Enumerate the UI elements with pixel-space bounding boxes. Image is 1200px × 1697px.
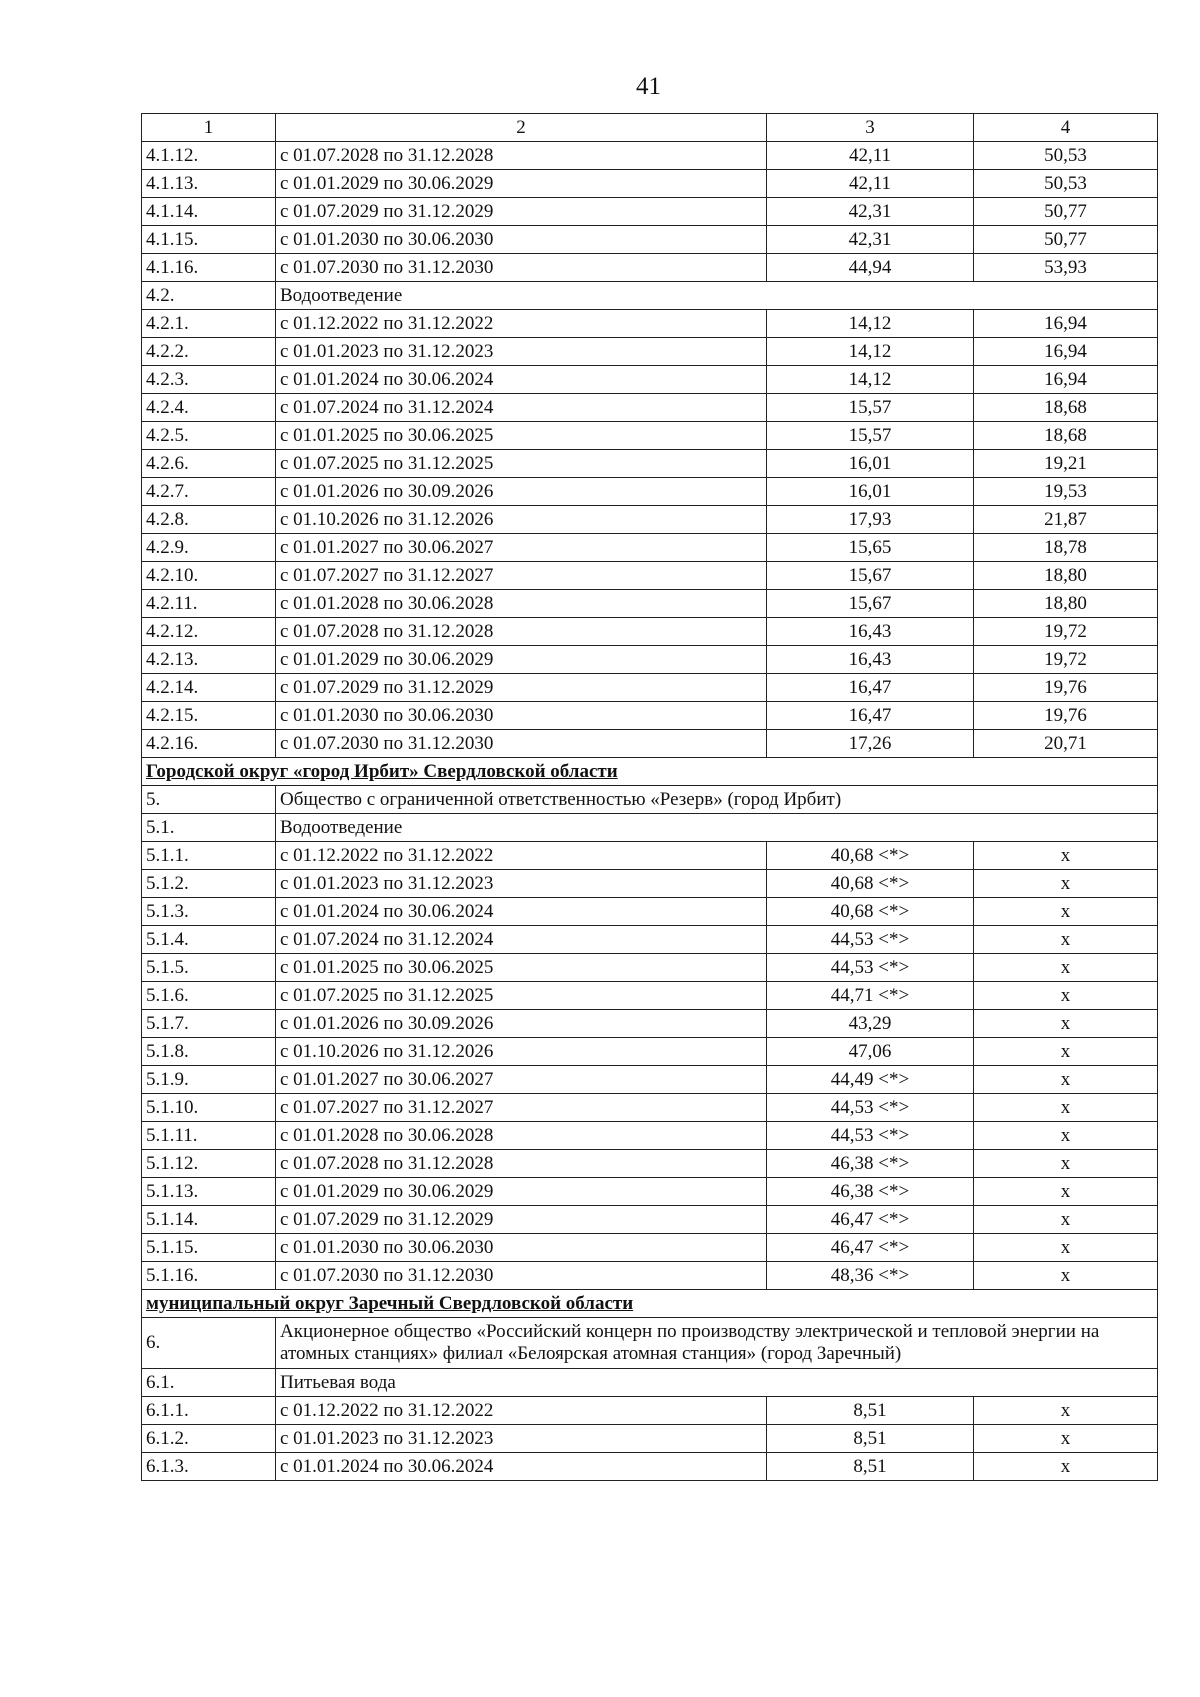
row-number: 4.2.14.: [142, 674, 276, 702]
section-row: [142, 814, 1158, 842]
table-row: [142, 1206, 1158, 1234]
table-row: [142, 898, 1158, 926]
table-row: [142, 982, 1158, 1010]
row-period: с 01.07.2030 по 31.12.2030: [276, 1262, 767, 1290]
row-value-col4: 50,77: [974, 226, 1158, 254]
row-value-col3: 46,38 <*>: [767, 1178, 974, 1206]
row-value-col4: 16,94: [974, 310, 1158, 338]
section-title: Акционерное общество «Российский концерн по производству электрической и тепловой энергии на атомных станциях» филиал «Белоярская атомная станция» (город Заречный): [276, 1318, 1158, 1369]
row-value-col4: 50,53: [974, 142, 1158, 170]
row-number: 5.1.16.: [142, 1262, 276, 1290]
row-period: с 01.01.2026 по 30.09.2026: [276, 1010, 767, 1038]
section-title: Общество с ограниченной ответственностью «Резерв» (город Ирбит): [276, 786, 1158, 814]
row-number: 5.1.12.: [142, 1150, 276, 1178]
section-number: 5.: [142, 786, 276, 814]
row-value-col4: x: [974, 1425, 1158, 1453]
table-row: [142, 870, 1158, 898]
table-row: [142, 1038, 1158, 1066]
row-value-col4: 18,80: [974, 562, 1158, 590]
table-row: [142, 590, 1158, 618]
row-value-col4: x: [974, 982, 1158, 1010]
table-row: [142, 618, 1158, 646]
row-value-col3: 15,65: [767, 534, 974, 562]
table-row: [142, 954, 1158, 982]
row-period: с 01.10.2026 по 31.12.2026: [276, 506, 767, 534]
column-header-2: 2: [276, 114, 767, 142]
row-period: с 01.01.2024 по 30.06.2024: [276, 898, 767, 926]
row-number: 4.1.16.: [142, 254, 276, 282]
row-period: с 01.01.2030 по 30.06.2030: [276, 226, 767, 254]
table-row: [142, 730, 1158, 758]
row-value-col3: 16,47: [767, 674, 974, 702]
table-header-row: [142, 114, 1158, 142]
table-row: [142, 1453, 1158, 1481]
row-number: 4.2.4.: [142, 394, 276, 422]
row-period: с 01.01.2023 по 31.12.2023: [276, 1425, 767, 1453]
table-row: [142, 842, 1158, 870]
row-number: 5.1.4.: [142, 926, 276, 954]
row-number: 4.1.14.: [142, 198, 276, 226]
table-row: [142, 1425, 1158, 1453]
row-value-col3: 44,71 <*>: [767, 982, 974, 1010]
row-period: с 01.12.2022 по 31.12.2022: [276, 842, 767, 870]
row-period: с 01.07.2030 по 31.12.2030: [276, 730, 767, 758]
row-value-col4: x: [974, 1206, 1158, 1234]
row-value-col4: x: [974, 954, 1158, 982]
row-value-col3: 44,53 <*>: [767, 954, 974, 982]
row-value-col3: 40,68 <*>: [767, 898, 974, 926]
row-number: 4.2.6.: [142, 450, 276, 478]
table-row: [142, 226, 1158, 254]
table-row: [142, 674, 1158, 702]
row-number: 4.2.3.: [142, 366, 276, 394]
row-value-col3: 15,57: [767, 394, 974, 422]
row-value-col3: 8,51: [767, 1397, 974, 1425]
row-value-col4: 19,72: [974, 618, 1158, 646]
row-period: с 01.01.2024 по 30.06.2024: [276, 366, 767, 394]
region-title: муниципальный округ Заречный Свердловской области: [142, 1290, 1158, 1318]
row-value-col3: 44,94: [767, 254, 974, 282]
row-value-col4: x: [974, 1397, 1158, 1425]
table-row: [142, 1066, 1158, 1094]
row-value-col3: 17,26: [767, 730, 974, 758]
table-row: [142, 702, 1158, 730]
table-row: [142, 1122, 1158, 1150]
row-value-col4: x: [974, 926, 1158, 954]
table-row: [142, 198, 1158, 226]
row-number: 4.2.10.: [142, 562, 276, 590]
row-number: 4.2.16.: [142, 730, 276, 758]
row-number: 5.1.7.: [142, 1010, 276, 1038]
table-row: [142, 1262, 1158, 1290]
row-period: с 01.12.2022 по 31.12.2022: [276, 310, 767, 338]
row-value-col4: x: [974, 1010, 1158, 1038]
table-row: [142, 450, 1158, 478]
row-number: 5.1.14.: [142, 1206, 276, 1234]
row-value-col4: x: [974, 1262, 1158, 1290]
row-period: с 01.01.2029 по 30.06.2029: [276, 646, 767, 674]
row-value-col4: 53,93: [974, 254, 1158, 282]
row-number: 4.2.9.: [142, 534, 276, 562]
row-period: с 01.01.2030 по 30.06.2030: [276, 702, 767, 730]
section-number: 6.: [142, 1318, 276, 1369]
row-period: с 01.07.2029 по 31.12.2029: [276, 674, 767, 702]
row-value-col4: 16,94: [974, 338, 1158, 366]
row-number: 4.1.12.: [142, 142, 276, 170]
row-value-col3: 44,49 <*>: [767, 1066, 974, 1094]
row-period: с 01.07.2024 по 31.12.2024: [276, 926, 767, 954]
row-period: с 01.12.2022 по 31.12.2022: [276, 1397, 767, 1425]
row-number: 6.1.1.: [142, 1397, 276, 1425]
row-value-col3: 44,53 <*>: [767, 926, 974, 954]
row-period: с 01.07.2028 по 31.12.2028: [276, 142, 767, 170]
table-row: [142, 422, 1158, 450]
row-number: 5.1.2.: [142, 870, 276, 898]
row-period: с 01.07.2027 по 31.12.2027: [276, 1094, 767, 1122]
row-value-col4: 19,76: [974, 702, 1158, 730]
table-row: [142, 338, 1158, 366]
table-row: [142, 562, 1158, 590]
row-value-col3: 15,67: [767, 590, 974, 618]
row-value-col4: x: [974, 870, 1158, 898]
row-period: с 01.01.2030 по 30.06.2030: [276, 1234, 767, 1262]
row-value-col4: 18,68: [974, 394, 1158, 422]
row-value-col4: x: [974, 1234, 1158, 1262]
row-number: 4.1.13.: [142, 170, 276, 198]
section-number: 6.1.: [142, 1369, 276, 1397]
row-value-col3: 47,06: [767, 1038, 974, 1066]
table-row: [142, 142, 1158, 170]
row-value-col3: 46,38 <*>: [767, 1150, 974, 1178]
row-period: с 01.10.2026 по 31.12.2026: [276, 1038, 767, 1066]
table-row: [142, 1094, 1158, 1122]
table-row: [142, 1010, 1158, 1038]
row-value-col3: 42,31: [767, 198, 974, 226]
row-value-col4: 18,80: [974, 590, 1158, 618]
row-number: 4.1.15.: [142, 226, 276, 254]
row-value-col3: 42,11: [767, 142, 974, 170]
row-value-col3: 16,01: [767, 450, 974, 478]
row-number: 4.2.1.: [142, 310, 276, 338]
row-period: с 01.07.2025 по 31.12.2025: [276, 450, 767, 478]
row-period: с 01.07.2028 по 31.12.2028: [276, 1150, 767, 1178]
row-value-col4: 19,21: [974, 450, 1158, 478]
row-period: с 01.01.2028 по 30.06.2028: [276, 1122, 767, 1150]
row-number: 4.2.12.: [142, 618, 276, 646]
row-value-col4: 50,77: [974, 198, 1158, 226]
table-row: [142, 310, 1158, 338]
section-row: [142, 1318, 1158, 1369]
column-header-3: 3: [767, 114, 974, 142]
row-value-col3: 40,68 <*>: [767, 842, 974, 870]
row-value-col4: x: [974, 1094, 1158, 1122]
section-title: Водоотведение: [276, 282, 1158, 310]
row-value-col4: 50,53: [974, 170, 1158, 198]
row-period: с 01.01.2029 по 30.06.2029: [276, 170, 767, 198]
row-value-col3: 16,47: [767, 702, 974, 730]
row-value-col3: 17,93: [767, 506, 974, 534]
row-value-col4: x: [974, 1150, 1158, 1178]
section-title: Питьевая вода: [276, 1369, 1158, 1397]
table-row: [142, 366, 1158, 394]
row-value-col4: 16,94: [974, 366, 1158, 394]
table-row: [142, 478, 1158, 506]
row-value-col3: 16,43: [767, 618, 974, 646]
page-number: 41: [636, 73, 661, 100]
row-number: 4.2.5.: [142, 422, 276, 450]
row-value-col3: 44,53 <*>: [767, 1122, 974, 1150]
row-value-col3: 16,43: [767, 646, 974, 674]
section-row: [142, 282, 1158, 310]
row-number: 6.1.2.: [142, 1425, 276, 1453]
row-number: 5.1.6.: [142, 982, 276, 1010]
row-period: с 01.01.2023 по 31.12.2023: [276, 338, 767, 366]
row-value-col4: x: [974, 898, 1158, 926]
row-value-col3: 46,47 <*>: [767, 1234, 974, 1262]
row-period: с 01.01.2025 по 30.06.2025: [276, 954, 767, 982]
row-value-col3: 16,01: [767, 478, 974, 506]
row-value-col3: 44,53 <*>: [767, 1094, 974, 1122]
section-title: Водоотведение: [276, 814, 1158, 842]
row-value-col4: 19,76: [974, 674, 1158, 702]
row-period: с 01.01.2025 по 30.06.2025: [276, 422, 767, 450]
region-title: Городской округ «город Ирбит» Свердловской области: [142, 758, 1158, 786]
row-period: с 01.01.2027 по 30.06.2027: [276, 534, 767, 562]
column-header-4: 4: [974, 114, 1158, 142]
row-value-col4: x: [974, 842, 1158, 870]
row-value-col4: 18,68: [974, 422, 1158, 450]
section-row: [142, 786, 1158, 814]
row-number: 4.2.11.: [142, 590, 276, 618]
row-value-col3: 15,57: [767, 422, 974, 450]
row-period: с 01.07.2027 по 31.12.2027: [276, 562, 767, 590]
table-body: [142, 142, 1158, 1481]
table-row: [142, 534, 1158, 562]
row-value-col3: 42,31: [767, 226, 974, 254]
row-period: с 01.01.2029 по 30.06.2029: [276, 1178, 767, 1206]
table-row: [142, 506, 1158, 534]
row-value-col3: 40,68 <*>: [767, 870, 974, 898]
row-period: с 01.07.2029 по 31.12.2029: [276, 1206, 767, 1234]
row-value-col4: x: [974, 1038, 1158, 1066]
row-number: 4.2.13.: [142, 646, 276, 674]
row-period: с 01.01.2024 по 30.06.2024: [276, 1453, 767, 1481]
row-number: 4.2.15.: [142, 702, 276, 730]
row-period: с 01.07.2028 по 31.12.2028: [276, 618, 767, 646]
row-value-col3: 46,47 <*>: [767, 1206, 974, 1234]
table-row: [142, 170, 1158, 198]
row-number: 5.1.15.: [142, 1234, 276, 1262]
row-value-col4: 21,87: [974, 506, 1158, 534]
row-period: с 01.01.2028 по 30.06.2028: [276, 590, 767, 618]
row-period: с 01.07.2025 по 31.12.2025: [276, 982, 767, 1010]
row-number: 4.2.8.: [142, 506, 276, 534]
table-row: [142, 646, 1158, 674]
row-number: 5.1.3.: [142, 898, 276, 926]
row-value-col3: 43,29: [767, 1010, 974, 1038]
row-number: 4.2.2.: [142, 338, 276, 366]
row-value-col3: 15,67: [767, 562, 974, 590]
row-value-col3: 8,51: [767, 1425, 974, 1453]
row-value-col4: 20,71: [974, 730, 1158, 758]
table-row: [142, 254, 1158, 282]
table-row: [142, 1178, 1158, 1206]
row-number: 5.1.10.: [142, 1094, 276, 1122]
table-row: [142, 394, 1158, 422]
row-value-col4: x: [974, 1178, 1158, 1206]
row-number: 6.1.3.: [142, 1453, 276, 1481]
row-value-col3: 14,12: [767, 338, 974, 366]
row-period: с 01.01.2026 по 30.09.2026: [276, 478, 767, 506]
column-header-1: 1: [142, 114, 276, 142]
row-value-col3: 14,12: [767, 366, 974, 394]
row-number: 5.1.13.: [142, 1178, 276, 1206]
section-number: 4.2.: [142, 282, 276, 310]
row-value-col3: 8,51: [767, 1453, 974, 1481]
tariff-table: [141, 113, 1158, 1481]
row-value-col3: 42,11: [767, 170, 974, 198]
row-number: 5.1.11.: [142, 1122, 276, 1150]
row-period: с 01.07.2024 по 31.12.2024: [276, 394, 767, 422]
table-row: [142, 926, 1158, 954]
table-row: [142, 1397, 1158, 1425]
region-header-row: [142, 1290, 1158, 1318]
row-value-col3: 48,36 <*>: [767, 1262, 974, 1290]
row-value-col3: 14,12: [767, 310, 974, 338]
row-number: 5.1.5.: [142, 954, 276, 982]
row-number: 5.1.9.: [142, 1066, 276, 1094]
row-value-col4: x: [974, 1122, 1158, 1150]
row-value-col4: 19,72: [974, 646, 1158, 674]
region-header-row: [142, 758, 1158, 786]
row-period: с 01.01.2027 по 30.06.2027: [276, 1066, 767, 1094]
row-value-col4: x: [974, 1066, 1158, 1094]
row-number: 4.2.7.: [142, 478, 276, 506]
row-number: 5.1.8.: [142, 1038, 276, 1066]
row-value-col4: 19,53: [974, 478, 1158, 506]
table-row: [142, 1150, 1158, 1178]
row-period: с 01.07.2030 по 31.12.2030: [276, 254, 767, 282]
section-row: [142, 1369, 1158, 1397]
section-number: 5.1.: [142, 814, 276, 842]
row-value-col4: 18,78: [974, 534, 1158, 562]
row-value-col4: x: [974, 1453, 1158, 1481]
table-row: [142, 1234, 1158, 1262]
row-period: с 01.07.2029 по 31.12.2029: [276, 198, 767, 226]
row-period: с 01.01.2023 по 31.12.2023: [276, 870, 767, 898]
row-number: 5.1.1.: [142, 842, 276, 870]
